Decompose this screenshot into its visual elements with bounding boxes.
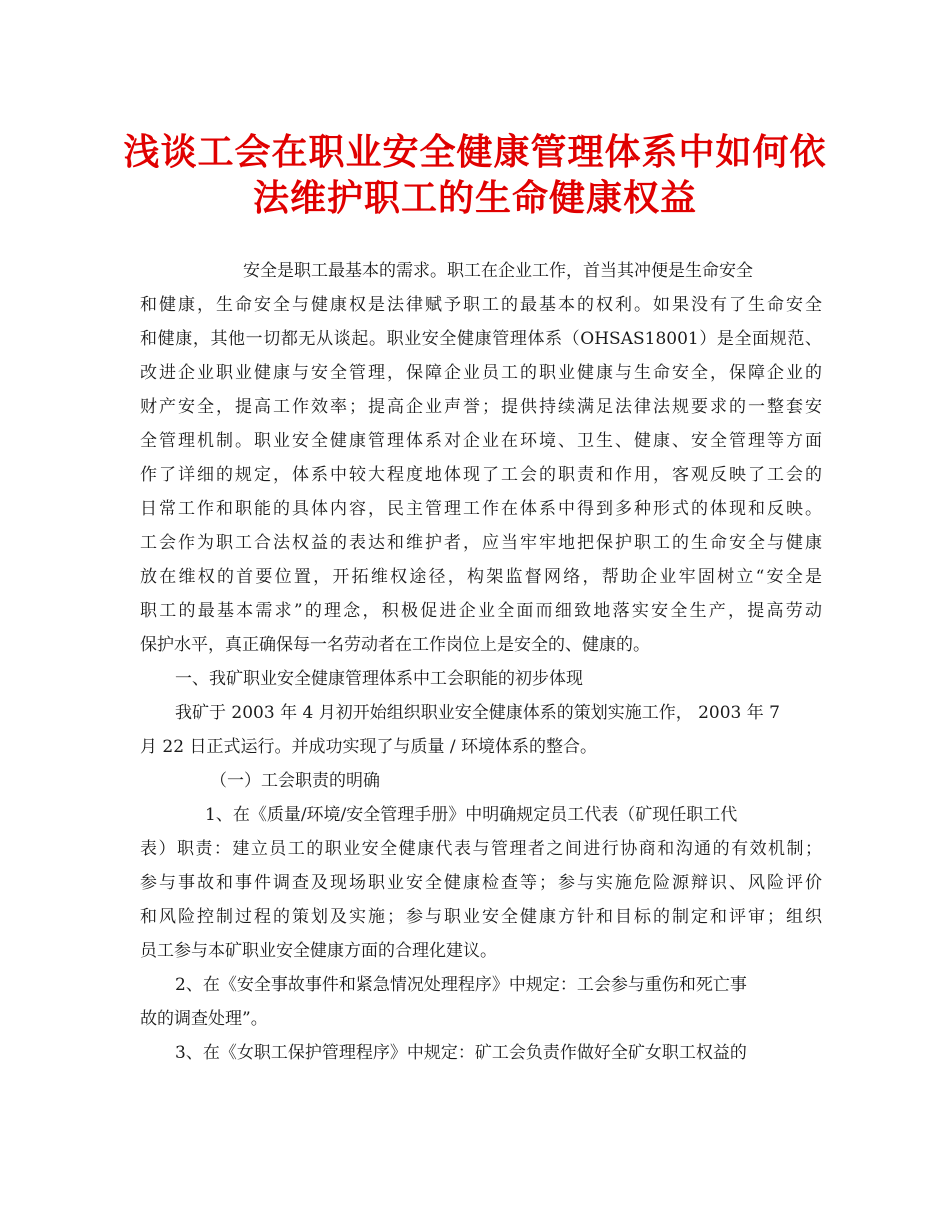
paragraph-line: 参与事故和事件调查及现场职业安全健康检查等；参与实施危险源辩识、风险评价: [140, 873, 822, 893]
paragraph-line: 故的调查处理”。: [140, 1009, 268, 1029]
paragraph-line: 表）职责：建立员工的职业安全健康代表与管理者之间进行协商和沟通的有效机制；: [140, 839, 822, 859]
paragraph-line: 员工参与本矿职业安全健康方面的合理化建议。: [140, 941, 497, 961]
paragraph-line: 3、在《女职工保护管理程序》中规定：矿工会负责作做好全矿女职工权益的: [175, 1043, 747, 1063]
paragraph-line: 月 22 日正式运行。并成功实现了与质量 / 环境体系的整合。: [140, 737, 597, 757]
paragraph-line: 作了详细的规定，体系中较大程度地体现了工会的职责和作用，客观反映了工会的: [140, 465, 822, 485]
paragraph-line: 2、在《安全事故事件和紧急情况处理程序》中规定：工会参与重伤和死亡事: [175, 975, 747, 995]
paragraph-line: 1、在《质量/环境/安全管理手册》中明确规定员工代表（矿现任职工代: [205, 805, 738, 825]
subsection-heading: （一）工会职责的明确: [210, 771, 380, 791]
paragraph-line: 日常工作和职能的具体内容，民主管理工作在体系中得到多种形式的体现和反映。: [140, 499, 822, 519]
paragraph-line: 安全是职工最基本的需求。职工在企业工作，首当其冲便是生命安全: [243, 261, 753, 281]
paragraph-line: 工会作为职工合法权益的表达和维护者，应当牢牢地把保护职工的生命安全与健康: [140, 533, 822, 553]
document-title-line-1: 浅谈工会在职业安全健康管理体系中如何依: [123, 131, 827, 173]
paragraph-line: 保护水平，真正确保每一名劳动者在工作岗位上是安全的、健康的。: [140, 635, 650, 655]
paragraph-line: 放在维权的首要位置，开拓维权途径，构架监督网络，帮助企业牢固树立“安全是: [140, 567, 822, 587]
paragraph-line: 全管理机制。职业安全健康管理体系对企业在环境、卫生、健康、安全管理等方面: [140, 431, 822, 451]
section-heading: 一、我矿职业安全健康管理体系中工会职能的初步体现: [175, 669, 583, 689]
paragraph-line: 和健康，生命安全与健康权是法律赋予职工的最基本的权利。如果没有了生命安全: [140, 295, 822, 315]
document-title-line-2: 法维护职工的生命健康权益: [252, 177, 697, 219]
paragraph-line: 职工的最基本需求”的理念，积极促进企业全面而细致地落实安全生产，提高劳动: [140, 601, 822, 621]
paragraph-line: 改进企业职业健康与安全管理，保障企业员工的职业健康与生命安全，保障企业的: [140, 363, 822, 383]
paragraph-line: 和健康，其他一切都无从谈起。职业安全健康管理体系（OHSAS18001）是全面规范、: [140, 329, 822, 349]
paragraph-line: 财产安全，提高工作效率；提高企业声誉；提供持续满足法律法规要求的一整套安: [140, 397, 822, 417]
paragraph-line: 我矿于 2003 年 4 月初开始组织职业安全健康体系的策划实施工作， 2003 年 7: [175, 703, 780, 723]
paragraph-line: 和风险控制过程的策划及实施；参与职业安全健康方针和目标的制定和评审；组织: [140, 907, 822, 927]
